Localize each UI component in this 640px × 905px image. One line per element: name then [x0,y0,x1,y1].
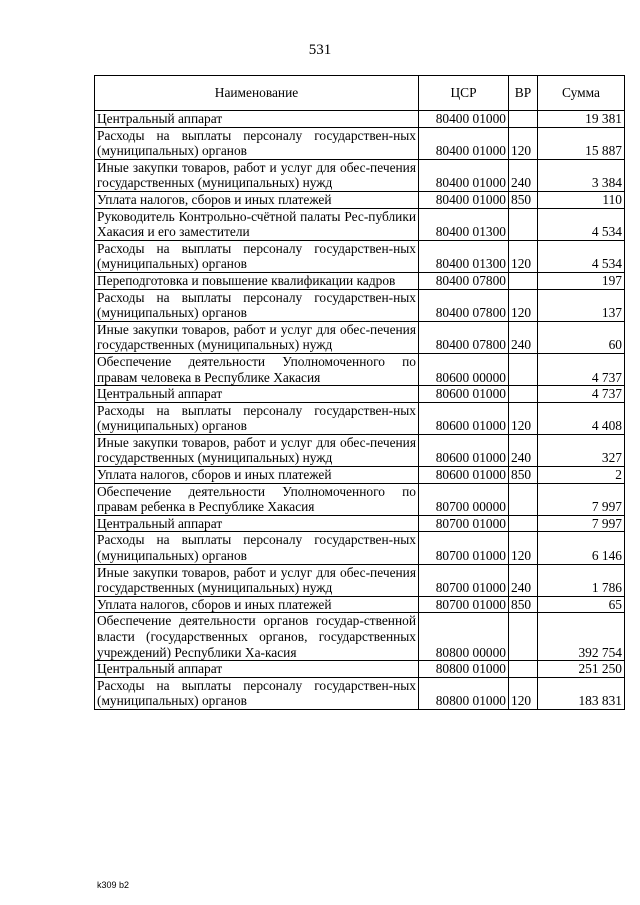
name-cell: Уплата налогов, сборов и иных платежей [95,596,419,613]
sum-cell: 4 737 [538,353,625,385]
sum-cell: 4 534 [538,208,625,240]
csr-cell: 80700 01000 [419,515,509,532]
name-cell: Обеспечение деятельности органов государ-ственной власти (государственных органов, государственных учреждений) Республики Ха-касия [95,613,419,661]
table-row [95,289,625,321]
vr-cell [509,111,538,128]
vr-cell [509,661,538,678]
sum-cell: 6 146 [538,532,625,564]
sum-cell: 4 408 [538,402,625,434]
table-row [95,677,625,709]
name-cell: Иные закупки товаров, работ и услуг для обес-печения государственных (муниципальных) нужд [95,434,419,466]
vr-cell: 240 [509,564,538,596]
vr-cell: 120 [509,677,538,709]
csr-cell: 80400 01300 [419,208,509,240]
sum-cell: 392 754 [538,613,625,661]
table-header-row [95,76,625,111]
table-row [95,127,625,159]
table-row [95,434,625,466]
name-cell: Расходы на выплаты персоналу государствен-ных (муниципальных) органов [95,532,419,564]
csr-cell: 80400 01000 [419,191,509,208]
sum-cell: 137 [538,289,625,321]
vr-cell [509,483,538,515]
name-cell: Обеспечение деятельности Уполномоченного по правам человека в Республике Хакасия [95,353,419,385]
csr-cell: 80700 01000 [419,532,509,564]
csr-cell: 80800 01000 [419,677,509,709]
sum-cell: 60 [538,321,625,353]
table-row [95,159,625,191]
table-row [95,532,625,564]
vr-cell [509,272,538,289]
table-row [95,386,625,403]
vr-cell: 850 [509,467,538,484]
table-row [95,208,625,240]
sum-cell: 183 831 [538,677,625,709]
header-vr: ВР [509,76,538,111]
footer-code: k309 b2 [97,880,130,890]
table-row [95,353,625,385]
csr-cell: 80400 07800 [419,289,509,321]
csr-cell: 80700 01000 [419,596,509,613]
page-number: 531 [308,42,332,58]
sum-cell: 15 887 [538,127,625,159]
sum-cell: 19 381 [538,111,625,128]
name-cell: Центральный аппарат [95,661,419,678]
sum-cell: 4 737 [538,386,625,403]
name-cell: Иные закупки товаров, работ и услуг для обес-печения государственных (муниципальных) нужд [95,321,419,353]
vr-cell: 850 [509,596,538,613]
name-cell: Переподготовка и повышение квалификации кадров [95,272,419,289]
csr-cell: 80700 01000 [419,564,509,596]
sum-cell: 65 [538,596,625,613]
vr-cell [509,613,538,661]
csr-cell: 80600 00000 [419,353,509,385]
sum-cell: 327 [538,434,625,466]
csr-cell: 80400 01000 [419,159,509,191]
sum-cell: 110 [538,191,625,208]
name-cell: Расходы на выплаты персоналу государствен-ных (муниципальных) органов [95,289,419,321]
table-row [95,483,625,515]
name-cell: Иные закупки товаров, работ и услуг для обес-печения государственных (муниципальных) нужд [95,159,419,191]
sum-cell: 197 [538,272,625,289]
vr-cell [509,515,538,532]
table-body [95,111,625,710]
sum-cell: 251 250 [538,661,625,678]
vr-cell [509,386,538,403]
name-cell: Расходы на выплаты персоналу государствен-ных (муниципальных) органов [95,402,419,434]
vr-cell: 120 [509,402,538,434]
name-cell: Иные закупки товаров, работ и услуг для обес-печения государственных (муниципальных) нужд [95,564,419,596]
name-cell: Центральный аппарат [95,515,419,532]
csr-cell: 80600 01000 [419,467,509,484]
table-row [95,321,625,353]
table-row [95,515,625,532]
sum-cell: 2 [538,467,625,484]
table-row [95,661,625,678]
sum-cell: 1 786 [538,564,625,596]
sum-cell: 4 534 [538,240,625,272]
csr-cell: 80400 07800 [419,272,509,289]
vr-cell: 240 [509,321,538,353]
csr-cell: 80400 01000 [419,127,509,159]
name-cell: Обеспечение деятельности Уполномоченного по правам ребенка в Республике Хакасия [95,483,419,515]
csr-cell: 80800 00000 [419,613,509,661]
csr-cell: 80700 00000 [419,483,509,515]
table-row [95,272,625,289]
table-row [95,467,625,484]
name-cell: Руководитель Контрольно-счётной палаты Рес-публики Хакасия и его заместители [95,208,419,240]
header-sum: Сумма [538,76,625,111]
table-row [95,402,625,434]
csr-cell: 80600 01000 [419,402,509,434]
budget-table [94,75,625,710]
csr-cell: 80600 01000 [419,434,509,466]
name-cell: Центральный аппарат [95,111,419,128]
table-row [95,596,625,613]
sum-cell: 7 997 [538,483,625,515]
csr-cell: 80400 07800 [419,321,509,353]
name-cell: Расходы на выплаты персоналу государствен-ных (муниципальных) органов [95,677,419,709]
name-cell: Центральный аппарат [95,386,419,403]
header-name: Наименование [95,76,419,111]
vr-cell: 240 [509,434,538,466]
sum-cell: 3 384 [538,159,625,191]
vr-cell [509,208,538,240]
vr-cell: 240 [509,159,538,191]
table-row [95,564,625,596]
sum-cell: 7 997 [538,515,625,532]
vr-cell: 120 [509,289,538,321]
table-row [95,191,625,208]
vr-cell: 120 [509,240,538,272]
vr-cell: 120 [509,532,538,564]
name-cell: Расходы на выплаты персоналу государствен-ных (муниципальных) органов [95,127,419,159]
name-cell: Расходы на выплаты персоналу государствен-ных (муниципальных) органов [95,240,419,272]
table-row [95,111,625,128]
name-cell: Уплата налогов, сборов и иных платежей [95,191,419,208]
vr-cell: 120 [509,127,538,159]
table-row [95,240,625,272]
csr-cell: 80400 01300 [419,240,509,272]
name-cell: Уплата налогов, сборов и иных платежей [95,467,419,484]
header-csr: ЦСР [419,76,509,111]
vr-cell [509,353,538,385]
csr-cell: 80800 01000 [419,661,509,678]
vr-cell: 850 [509,191,538,208]
csr-cell: 80600 01000 [419,386,509,403]
table-row [95,613,625,661]
csr-cell: 80400 01000 [419,111,509,128]
